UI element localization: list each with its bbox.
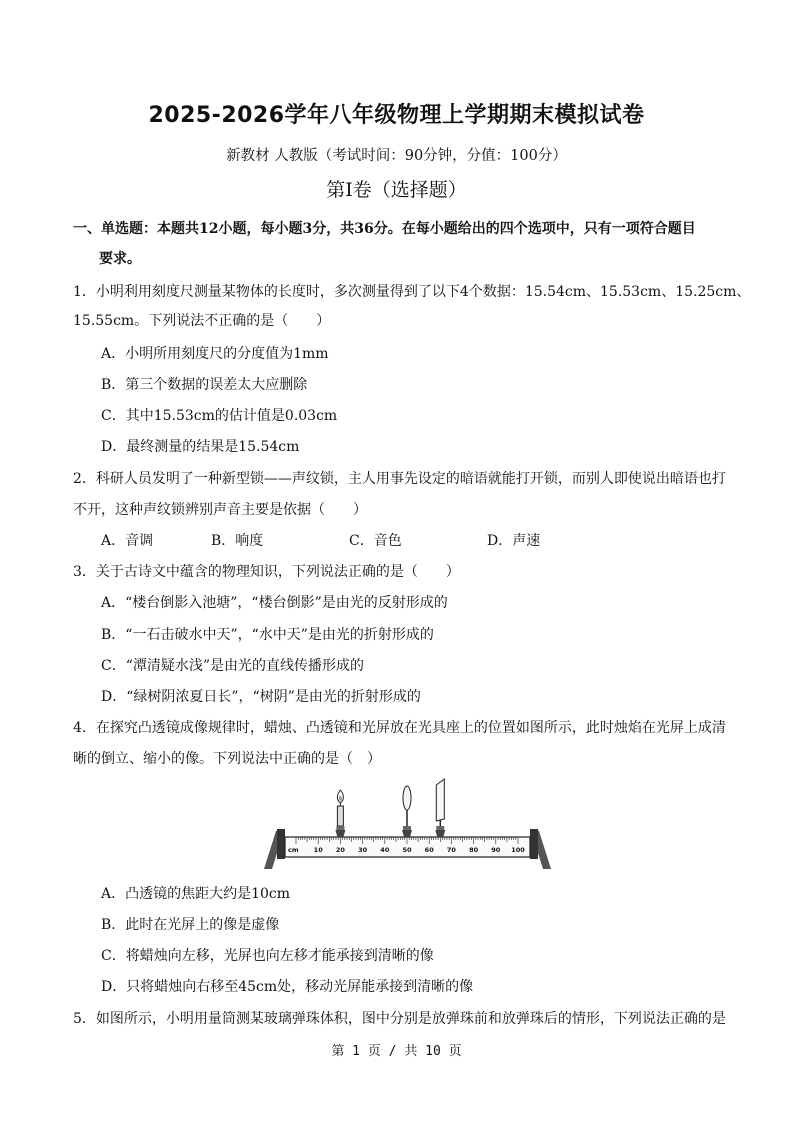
question-3-option-d: D．“绿树阴浓夏日长”，“树阴”是由光的折射形成的 xyxy=(101,689,421,705)
bench-tick-label: 70 xyxy=(446,846,456,854)
question-2-stem-cont: 不开，这种声纹锁辨别声音主要是依据（ ） xyxy=(73,502,367,518)
question-4-stem: 4．在探究凸透镜成像规律时，蜡烛、凸透镜和光屏放在光具座上的位置如图所示，此时烛焰在光屏上成清 xyxy=(73,720,726,736)
candle xyxy=(335,790,345,837)
bench-right-post xyxy=(530,829,538,859)
question-2-option-c: C．音色 xyxy=(349,533,402,549)
bench-tick-label: 40 xyxy=(380,846,390,854)
question-2-option-b: B．响度 xyxy=(211,533,264,549)
section-instruction-cont: 要求。 xyxy=(99,251,141,267)
question-3-stem: 3．关于古诗文中蕴含的物理知识，下列说法正确的是（ ） xyxy=(73,564,460,580)
question-1-option-b: B．第三个数据的误差太大应删除 xyxy=(101,377,308,393)
question-3-option-c: C．“潭清疑水浅”是由光的直线传播形成的 xyxy=(101,658,365,674)
bench-left-post xyxy=(277,829,285,859)
page-footer: 第 1 页 / 共 10 页 xyxy=(331,1044,462,1059)
bench-tick-label: 80 xyxy=(469,846,479,854)
question-2-option-d: D．声速 xyxy=(487,533,541,549)
optical-bench-figure xyxy=(260,773,555,873)
question-3-option-b: B．“一石击破水中天”，“水中天”是由光的折射形成的 xyxy=(101,627,434,643)
question-1-option-d: D．最终测量的结果是15.54cm xyxy=(101,439,300,455)
volume-heading: 第Ⅰ卷（选择题） xyxy=(326,179,467,201)
question-4-stem-cont: 晰的倒立、缩小的像。下列说法中正确的是（ ） xyxy=(73,751,381,767)
question-1-option-c: C．其中15.53cm的估计值是0.03cm xyxy=(101,408,338,424)
bench-tick-label: 20 xyxy=(335,846,345,854)
question-4-option-a: A．凸透镜的焦距大约是10cm xyxy=(101,886,291,902)
bench-unit-label: cm xyxy=(288,846,299,854)
question-4-option-d: D．只将蜡烛向右移至45cm处，移动光屏能承接到清晰的像 xyxy=(101,979,474,995)
bench-tick-label: 10 xyxy=(313,846,323,854)
question-1-stem-cont: 15.55cm。下列说法不正确的是（ ） xyxy=(73,313,331,329)
light-screen xyxy=(435,779,445,837)
question-2-option-a: A．音调 xyxy=(101,533,154,549)
page-subtitle: 新教材 人教版（考试时间：90分钟，分值：100分） xyxy=(226,148,567,164)
question-4-option-b: B．此时在光屏上的像是虚像 xyxy=(101,917,280,933)
question-5-stem: 5．如图所示，小明用量筒测某玻璃弹珠体积，图中分别是放弹珠前和放弹珠后的情形，下列说法正确的是 xyxy=(73,1011,726,1027)
section-instruction: 一、单选题：本题共12小题，每小题3分，共36分。在每小题给出的四个选项中，只有一项符合题目 xyxy=(73,221,696,237)
bench-tick-label: 100 xyxy=(511,846,525,854)
question-3-option-a: A．“楼台倒影入池塘”，“楼台倒影”是由光的反射形成的 xyxy=(101,595,448,611)
question-1-option-a: A．小明所用刻度尺的分度值为1mm xyxy=(101,346,329,362)
convex-lens xyxy=(402,786,412,837)
bench-tick-label: 90 xyxy=(491,846,501,854)
question-2-stem: 2．科研人员发明了一种新型锁——声纹锁，主人用事先设定的暗语就能打开锁，而别人即使说出暗语也打 xyxy=(73,471,726,487)
bench-tick-label: 30 xyxy=(358,846,368,854)
question-1-stem: 1．小明利用刻度尺测量某物体的长度时，多次测量得到了以下4个数据：15.54cm、15.53cm、15.25cm、 xyxy=(73,284,751,300)
bench-tick-label: 50 xyxy=(402,846,412,854)
bench-tick-label: 60 xyxy=(424,846,434,854)
page-title: 2025-2026学年八年级物理上学期期末模拟试卷 xyxy=(148,103,645,128)
question-4-option-c: C．将蜡烛向左移，光屏也向左移才能承接到清晰的像 xyxy=(101,948,434,964)
